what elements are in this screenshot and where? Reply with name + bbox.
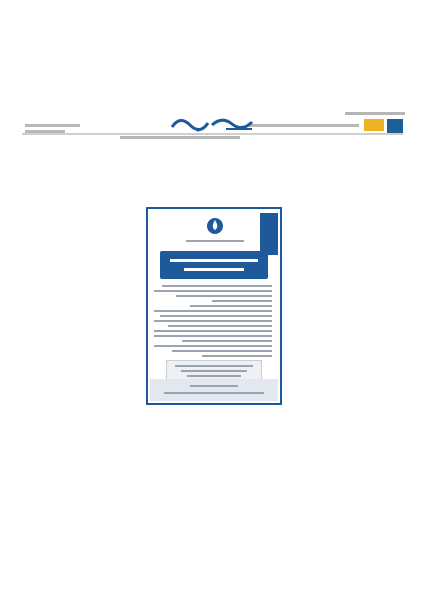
ad-body-line <box>154 345 272 347</box>
ad-body-line <box>160 315 272 317</box>
public-relations-footer <box>150 379 278 401</box>
ad-body-line <box>154 290 272 292</box>
ad-body-line <box>168 325 272 327</box>
section-label <box>364 119 384 131</box>
header-issue-line <box>25 124 80 127</box>
footer-line <box>190 385 238 387</box>
ad-body-line <box>212 300 272 302</box>
ad-body-line <box>154 320 272 322</box>
header-website <box>345 112 405 115</box>
ad-body-line <box>154 310 272 312</box>
ad-body-line <box>154 335 272 337</box>
water-company-emblem-icon <box>202 217 228 237</box>
footer-line <box>164 392 264 394</box>
ad-body-line <box>190 305 272 307</box>
ad-title-line <box>170 259 258 262</box>
header-rule <box>22 133 403 135</box>
newspaper-tagline <box>120 136 240 139</box>
ad-body-line <box>176 295 272 297</box>
ad-title-box <box>160 251 268 279</box>
first-round-badge <box>260 213 278 255</box>
ad-body-line <box>172 350 272 352</box>
header-date-line <box>249 124 359 127</box>
ad-body-line <box>162 285 272 287</box>
ad-body-line <box>154 330 272 332</box>
page-number <box>387 119 403 133</box>
company-name-line <box>186 240 244 242</box>
ad-body-line <box>182 340 272 342</box>
website-line <box>187 375 241 377</box>
logo-mark <box>168 113 258 135</box>
website-line <box>181 370 247 372</box>
ad-body-line <box>202 355 272 357</box>
website-line <box>175 365 253 367</box>
newspaper-logo <box>168 113 258 135</box>
ad-title-line <box>184 268 244 271</box>
tender-advertisement <box>146 207 282 405</box>
